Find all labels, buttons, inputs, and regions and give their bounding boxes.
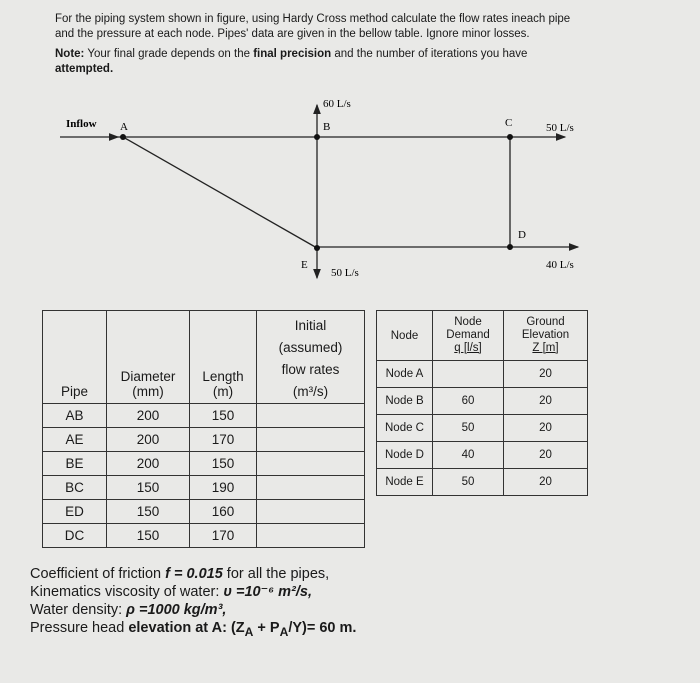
flow-e-label: 50 L/s	[331, 267, 359, 279]
pipe-network-diagram	[0, 0, 700, 300]
flow-cell[interactable]	[257, 404, 365, 428]
table-row: Node C 50 20	[377, 415, 588, 442]
table-row: BE 200 150	[43, 452, 365, 476]
density-line: Water density: ρ =1000 kg/m³,	[30, 602, 227, 618]
node-data-table	[376, 310, 588, 496]
note-label: Note:	[55, 48, 85, 60]
node-c-dot	[507, 134, 513, 140]
pipe-data-table	[42, 310, 365, 548]
table-row: Node A 20	[377, 361, 588, 388]
node-d-dot	[507, 244, 513, 250]
problem-line-1: For the piping system shown in figure, using Hardy Cross method calculate the flow rates ineach pipe	[55, 13, 571, 25]
inflow-label: Inflow	[66, 118, 97, 130]
friction-line: Coefficient of friction f = 0.015 for all the pipes,	[30, 566, 330, 582]
table-row: Node D 40 20	[377, 442, 588, 469]
header-demand: Node Demand q [l/s]	[433, 311, 504, 361]
note-text-3: attempted.	[55, 63, 114, 75]
flow-cell[interactable]	[257, 428, 365, 452]
node-a-label: A	[120, 121, 128, 133]
note-text-1: Your final grade depends on the	[87, 48, 254, 60]
header-elevation: Ground Elevation Z [m]	[504, 311, 588, 361]
table-row: Node E 50 20	[377, 469, 588, 496]
table-row: DC 150 170	[43, 524, 365, 548]
problem-line-2: and the pressure at each node. Pipes' data are given in the bellow table. Ignore minor losses.	[55, 28, 530, 40]
header-flow: Initial (assumed) flow rates (m³/s)	[257, 311, 365, 404]
flow-cell[interactable]	[257, 500, 365, 524]
header-length: Length (m)	[190, 311, 257, 404]
constants-notes	[30, 565, 630, 641]
note-text-2: and the number of iterations you have	[331, 48, 528, 60]
node-e-label: E	[301, 259, 308, 271]
node-e-dot	[314, 245, 320, 251]
flow-cell[interactable]	[257, 452, 365, 476]
table-row: BC 150 190	[43, 476, 365, 500]
flow-b-label: 60 L/s	[323, 98, 351, 110]
header-diameter: Diameter (mm)	[107, 311, 190, 404]
table-row: Node B 60 20	[377, 388, 588, 415]
table-row: ED 150 160	[43, 500, 365, 524]
flow-d-label: 40 L/s	[546, 259, 574, 271]
node-a-dot	[120, 134, 126, 140]
pressure-head-line: Pressure head elevation at A: $(Z_A + P_A/\Upsilon)= 60$ m.	[30, 620, 357, 639]
viscosity-line: Kinematics viscosity of water: υ =10⁻⁶ m²/s,	[30, 584, 313, 600]
node-b-label: B	[323, 121, 331, 133]
flow-cell[interactable]	[257, 524, 365, 548]
flow-cell[interactable]	[257, 476, 365, 500]
table-row: AB 200 150	[43, 404, 365, 428]
node-d-label: D	[518, 229, 526, 241]
node-b-dot	[314, 134, 320, 140]
pipe-ae	[123, 137, 317, 248]
header-pipe: Pipe	[43, 311, 107, 404]
node-c-label: C	[505, 117, 513, 129]
table-row: AE 200 170	[43, 428, 365, 452]
note-bold: final precision	[253, 48, 332, 60]
flow-c-label: 50 L/s	[546, 122, 574, 134]
header-node: Node	[377, 311, 433, 361]
